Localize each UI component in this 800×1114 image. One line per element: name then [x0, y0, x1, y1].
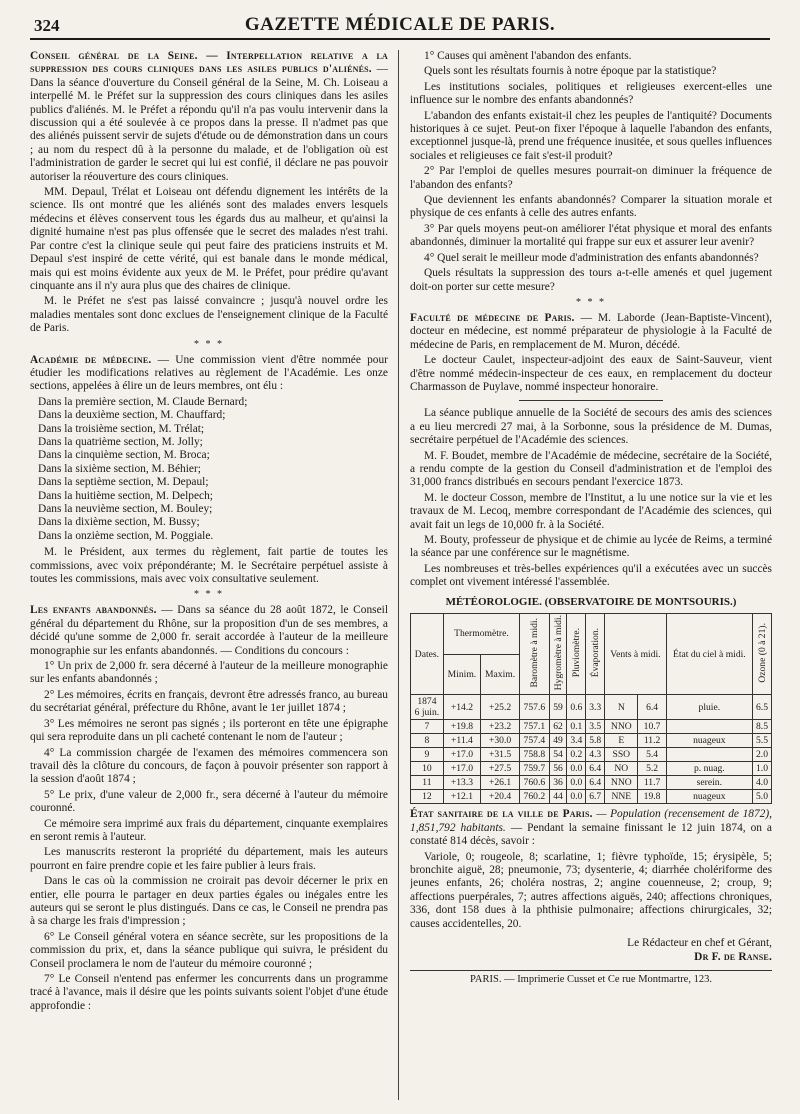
- table-cell: SSO: [605, 748, 638, 762]
- question-item: Les institutions sociales, politiques et religieuses exercent-elles une influence sur le nombre des enfants abandonnés?: [410, 80, 772, 107]
- table-cell: 8: [411, 734, 444, 748]
- societe-paragraph-3: M. le docteur Cosson, membre de l'Institut, a lu une notice sur la vie et les travaux de M. Lecoq, membre correspondant de l'Académie des sciences, qui avait fait un legs de 10,000 fr. à la Société.: [410, 491, 772, 531]
- table-row: [411, 734, 772, 748]
- table-cell: 1874 6 juin.: [411, 695, 444, 720]
- col-header-evaporation: Évaporation.: [586, 614, 605, 695]
- col-header-barometer: Baromètre à midi.: [520, 614, 550, 695]
- sections-list: [30, 396, 388, 543]
- conseil-paragraph-1: — Dans la séance d'ouverture du Conseil général de la Seine, M. Ch. Loiseau a interpellé M. le Préfet sur la suppression des cours cliniques dans les asiles publics d'aliénés. M. le Préfet a répondu qu'il n'a pas voulu intervenir dans la discussion qui a été soulevée à ce propos dans la presse. Il n'admet pas que des aliénés puissent servir de sujets d'étude ou de démonstration dans un cours ; au nom du respect dû à la personne du malade, et de l'obligation où est l'administration de garder le secret qui lui est confié, il déclare ne pas pouvoir autoriser la réouverture des cours cliniques.: [30, 63, 388, 183]
- table-cell: +27.5: [481, 762, 520, 776]
- table-cell: 5.2: [638, 762, 666, 776]
- col-header-sky: État du ciel à midi.: [666, 614, 752, 695]
- enfants-item: Ce mémoire sera imprimé aux frais du département, cinquante exemplaires en seront remis à l'auteur.: [30, 817, 388, 843]
- table-cell: 7: [411, 720, 444, 734]
- table-cell: +25.2: [481, 695, 520, 720]
- divider: [519, 400, 664, 401]
- table-cell: +20.4: [481, 790, 520, 804]
- meteorology-title: MÉTÉOROLOGIE. (OBSERVATOIRE DE MONTSOURIS.): [445, 595, 737, 608]
- table-cell: 11.7: [638, 776, 666, 790]
- page-number: 324: [34, 16, 60, 35]
- academie-heading: Académie de médecine.: [30, 353, 152, 366]
- col-header-pluviometer: Pluviomètre.: [567, 614, 586, 695]
- left-column: [30, 50, 388, 1100]
- table-cell: 3.3: [586, 695, 605, 720]
- societe-paragraph-4: M. Bouty, professeur de physique et de chimie au lycée de Reims, a terminé la séance par une conférence sur le magnétisme.: [410, 534, 772, 560]
- table-cell: +11.4: [443, 734, 480, 748]
- table-cell: 0.6: [567, 695, 586, 720]
- table-cell: 8.5: [753, 720, 772, 734]
- list-item: Dans la quatrième section, M. Jolly;: [38, 435, 203, 448]
- table-cell: NO: [605, 762, 638, 776]
- table-cell: 757.4: [520, 734, 550, 748]
- table-cell: 758.8: [520, 748, 550, 762]
- list-item: Dans la sixième section, M. Béhier;: [38, 462, 201, 475]
- col-header-hygrometer: Hygromètre à midi.: [549, 614, 567, 695]
- list-item: Dans la huitième section, M. Delpech;: [38, 489, 213, 502]
- table-cell: 3.5: [586, 720, 605, 734]
- question-item: 1° Causes qui amènent l'abandon des enfants.: [424, 50, 632, 62]
- enfants-item: 6° Le Conseil général votera en séance secrète, sur les propositions de la commission du prix, et, dans la séance publique qui suivra, le président du Conseil proclamera le nom de l'auteur du mémoire couronné ;: [30, 930, 388, 970]
- table-cell: 12: [411, 790, 444, 804]
- table-cell: +26.1: [481, 776, 520, 790]
- table-cell: NNE: [605, 790, 638, 804]
- list-item: Dans la cinquième section, M. Broca;: [38, 449, 210, 462]
- table-cell: 59: [549, 695, 567, 720]
- right-column: [410, 50, 772, 1100]
- enfants-article: [30, 604, 388, 658]
- table-cell: E: [605, 734, 638, 748]
- societe-paragraph-5: Les nombreuses et très-belles expériences qu'il a exécutées avec un succès complet ont vivement intéressé l'assemblée.: [410, 562, 772, 589]
- faculte-article: [410, 312, 772, 352]
- faculte-heading: Faculté de médecine de Paris.: [410, 311, 575, 324]
- table-cell: 9: [411, 748, 444, 762]
- col-header-thermometer: Thermomètre.: [443, 614, 519, 655]
- col-header-max: Maxim.: [481, 654, 520, 695]
- etat-article: [410, 808, 772, 848]
- table-cell: 5.8: [586, 734, 605, 748]
- table-cell: 11: [411, 776, 444, 790]
- table-cell: 0.0: [567, 762, 586, 776]
- list-item: Dans la neuvième section, M. Bouley;: [38, 503, 213, 515]
- table-row: [411, 720, 772, 734]
- table-row: [411, 762, 772, 776]
- page-header: [30, 14, 770, 40]
- table-cell: 36: [549, 776, 567, 790]
- table-cell: 4.3: [586, 748, 605, 762]
- table-cell: 5.5: [753, 734, 772, 748]
- col-header-dates: Dates.: [411, 614, 444, 695]
- table-row: [411, 695, 772, 720]
- table-cell: 757.1: [520, 720, 550, 734]
- conseil-paragraph-2: MM. Depaul, Trélat et Loiseau ont défendu dignement les intérêts de la science. Ils ont montré que les aliénés sont des malades envers lesquels médecins et élèves conservent tous les égards dus au malheur, et qu'ainsi la dignité humaine n'est pas plus offensée que le secret des malades n'est trahi. Par contre c'est la clinique seule qui peut faire des praticiens instruits et M. Depaul s'est inspiré de cette vérité, qui est banale dans le monde médical, mais qui est moins évidente aux yeux de M. le Préfet, pour prédire qu'avant cinquante ans il n'y aura plus que des chaires de clinique.: [30, 186, 388, 292]
- question-item: Quels résultats la suppression des tours a-t-elle amenés et quel jugement doit-on porter sur cette mesure?: [410, 267, 772, 293]
- table-cell: N: [605, 695, 638, 720]
- col-header-min: Minim.: [443, 654, 480, 695]
- enfants-item: 2° Les mémoires, écrits en français, devront être adressés franco, au bureau du secrétariat général, préfecture du Rhône, avant le 1er juillet 1874 ;: [30, 688, 388, 715]
- table-cell: +17.0: [443, 748, 480, 762]
- academie-paragraph-2: M. le Président, aux termes du règlement, fait partie de toutes les commissions, avec voix prépondérante; M. le Secrétaire perpétuel assiste à toutes les commissions, mais avec voix consultative seulement.: [30, 546, 388, 586]
- table-cell: 10: [411, 762, 444, 776]
- question-item: 2° Par l'emploi de quelles mesures pourrait-on diminuer la fréquence de l'abandon des enfants?: [410, 165, 772, 191]
- list-item: Dans la première section, M. Claude Bernard;: [38, 395, 248, 408]
- table-cell: 760.6: [520, 776, 550, 790]
- enfants-item: 4° La commission chargée de l'examen des mémoires commencera son travail dès la clôture du concours, de façon à pouvoir présenter son rapport à la session d'août 1874 ;: [30, 746, 388, 786]
- academie-paragraph-1: — Une commission vient d'être nommée pour étudier les modifications relatives au règlement de l'Académie. Les onze sections, appelées à élire un de leurs membres, ont élu :: [30, 353, 388, 393]
- table-cell: 5.4: [638, 748, 666, 762]
- table-cell: 6.4: [638, 695, 666, 720]
- table-row: [411, 790, 772, 804]
- academie-article: [30, 354, 388, 394]
- table-cell: 5.0: [753, 790, 772, 804]
- table-cell: 49: [549, 734, 567, 748]
- table-cell: NNO: [605, 776, 638, 790]
- signature-title: Le Rédacteur en chef et Gérant,: [627, 937, 772, 950]
- table-cell: 757.6: [520, 695, 550, 720]
- table-cell: p. nuag.: [666, 762, 752, 776]
- societe-paragraph-2: M. F. Boudet, membre de l'Académie de médecine, secrétaire de la Société, a rendu compte de la gestion du Conseil d'administration et de l'emploi des 31,000 francs distribués en secours pendant l'exercice 1873.: [410, 449, 772, 489]
- table-cell: 6.4: [586, 762, 605, 776]
- masthead-title: GAZETTE MÉDICALE DE PARIS.: [244, 14, 556, 35]
- enfants-heading: Les enfants abandonnés.: [30, 604, 157, 617]
- column-divider: [398, 50, 399, 1100]
- section-separator: * * *: [194, 589, 224, 601]
- table-cell: 6.4: [586, 776, 605, 790]
- table-cell: 11.2: [638, 734, 666, 748]
- enfants-item: 7° Le Conseil n'entend pas enfermer les concurrents dans un programme tracé à l'avance, mais il désire que les points suivants soient l'objet d'une étude approfondie :: [30, 973, 388, 1012]
- table-cell: 54: [549, 748, 567, 762]
- enfants-paragraph-1: — Dans sa séance du 28 août 1872, le Conseil général du département du Rhône, sur la proposition d'un de ses membres, a décidé qu'une somme de 2,000 fr. serait accordée à l'auteur de la meilleure monographie sur les enfants abandonnés. — Conditions du concours :: [30, 604, 388, 657]
- meteorology-table: [410, 613, 772, 804]
- table-cell: +23.2: [481, 720, 520, 734]
- table-cell: 10.7: [638, 720, 666, 734]
- table-cell: 1.0: [753, 762, 772, 776]
- signature-block: [410, 937, 772, 964]
- conseil-heading: Conseil général de la Seine. — Interpellation relative a la suppression des cours cliniques dans les asiles publics d'aliénés.: [30, 50, 388, 76]
- table-cell: pluie.: [666, 695, 752, 720]
- table-cell: 62: [549, 720, 567, 734]
- table-cell: [666, 748, 752, 762]
- enfants-item: Les manuscrits resteront la propriété du département, mais les auteurs pourront en faire prendre copie et les faire publier à leurs frais.: [30, 846, 388, 872]
- table-row: [411, 776, 772, 790]
- table-cell: 6.7: [586, 790, 605, 804]
- table-cell: 4.0: [753, 776, 772, 790]
- faculte-paragraph-2: Le docteur Caulet, inspecteur-adjoint des eaux de Saint-Sauveur, vient d'être nommé médecin-inspecteur de ces eaux, en remplacement du docteur Charmasson de Puylave, nommé inspecteur honoraire.: [410, 354, 772, 393]
- etat-population: — Population (recensement de 1872), 1,851,792 habitants.: [410, 808, 772, 834]
- table-cell: [666, 720, 752, 734]
- table-cell: 6.5: [753, 695, 772, 720]
- conseil-article: [30, 50, 388, 184]
- list-item: Dans la troisième section, M. Trélat;: [38, 422, 205, 435]
- table-cell: +13.3: [443, 776, 480, 790]
- table-cell: 19.8: [638, 790, 666, 804]
- table-cell: +30.0: [481, 734, 520, 748]
- signature-name: Dr F. de Ranse.: [694, 950, 772, 963]
- table-cell: +12.1: [443, 790, 480, 804]
- table-cell: 0.0: [567, 790, 586, 804]
- table-cell: 0.0: [567, 776, 586, 790]
- table-cell: 3.4: [567, 734, 586, 748]
- col-header-ozone: Ozone (0 à 21).: [753, 614, 772, 695]
- enfants-item: Dans le cas où la commission ne croirait pas devoir décerner le prix en entier, elle pourra le partager en deux parties égales ou inégales entre les auteurs qui se seront le plus distingués. Dans ce cas, le Conseil ne prendra pas à sa charge les frais d'impression ;: [30, 875, 388, 928]
- conseil-paragraph-3: M. le Préfet ne s'est pas laissé convaincre ; jusqu'à nouvel ordre les maladies mentales sont donc exclues de l'enseignement clinique de la Faculté de Paris.: [30, 295, 388, 335]
- col-header-winds: Vents à midi.: [605, 614, 667, 695]
- table-cell: 44: [549, 790, 567, 804]
- etat-paragraph-1: — Pendant la semaine finissant le 12 juin 1874, on a constaté 814 décès, savoir :: [410, 821, 772, 848]
- etat-heading: État sanitaire de la ville de Paris.: [410, 808, 593, 821]
- table-cell: NNO: [605, 720, 638, 734]
- etat-paragraph-2: Variole, 0; rougeole, 8; scarlatine, 1; fièvre typhoïde, 15; érysipèle, 5; bronchite aiguë, 28; pneumonie, 73; dysenterie, 4; diarrhée cholériforme des jeunes enfants, 26; choléra nostras, 2; angine couenneuse, 2; croup, 9; affections puerpérales, 7; autres affections aiguës, 240; affections chroniques, 336, dont 158 dues à la phthisie pulmonaire; affections chirurgicales, 32; causes accidentelles, 20.: [410, 850, 772, 930]
- table-cell: +17.0: [443, 762, 480, 776]
- question-item: Que deviennent les enfants abandonnés? Comparer la situation morale et physique de ces enfants à celle des autres enfants.: [410, 194, 772, 220]
- section-separator: * * *: [194, 338, 224, 350]
- table-cell: 0.2: [567, 748, 586, 762]
- enfants-item: 5° Le prix, d'une valeur de 2,000 fr., sera décerné à l'auteur du mémoire couronné.: [30, 788, 388, 815]
- table-cell: +31.5: [481, 748, 520, 762]
- question-item: 3° Par quels moyens peut-on améliorer l'état physique et moral des enfants abandonnés, diminuer la mortalité qui frappe sur eux et assurer leur avenir?: [410, 222, 772, 249]
- list-item: Dans la dixième section, M. Bussy;: [38, 516, 200, 529]
- enfants-item: 1° Un prix de 2,000 fr. sera décerné à l'auteur de la meilleure monographie sur les enfants abandonnés ;: [30, 660, 388, 686]
- table-cell: 759.7: [520, 762, 550, 776]
- list-item: Dans la deuxième section, M. Chauffard;: [38, 409, 226, 422]
- section-separator: * * *: [576, 296, 606, 308]
- table-row: [411, 748, 772, 762]
- table-cell: nuageux: [666, 734, 752, 748]
- table-cell: serein.: [666, 776, 752, 790]
- table-cell: 0.1: [567, 720, 586, 734]
- enfants-item: 3° Les mémoires ne seront pas signés ; ils porteront en tête une épigraphe qui sera reproduite dans un pli cacheté contenant le nom de l'auteur ;: [30, 717, 388, 744]
- list-item: Dans la onzième section, M. Poggiale.: [38, 529, 214, 542]
- question-item: L'abandon des enfants existait-il chez les peuples de l'antiquité? Documents historiques à ce sujet. Peut-on fixer l'époque à laquelle l'abandon des enfants, exceptionnel jusque-là, prend une fréquence inusitée, et sous quelles influences sociales et religieuses ce fait s'est-il produit?: [410, 109, 772, 162]
- faculte-paragraph-1: — M. Laborde (Jean-Baptiste-Vincent), docteur en médecine, est nommé préparateur de physiologie à la Faculté de médecine de Paris, en remplacement de M. Muron, décédé.: [410, 311, 772, 351]
- table-cell: +19.8: [443, 720, 480, 734]
- question-item: Quels sont les résultats fournis à notre époque par la statistique?: [424, 65, 717, 78]
- list-item: Dans la septième section, M. Depaul;: [38, 476, 209, 489]
- table-cell: 760.2: [520, 790, 550, 804]
- societe-paragraph-1: La séance publique annuelle de la Société de secours des amis des sciences a eu lieu mercredi 27 mai, à la Sorbonne, sous la présidence de M. Dumas, secrétaire perpétuel de l'Académie des sciences.: [410, 407, 772, 447]
- question-item: 4° Quel serait le meilleur mode d'administration des enfants abandonnés?: [424, 251, 759, 264]
- printer-line: PARIS. — Imprimerie Cusset et Ce rue Montmartre, 123.: [410, 970, 772, 986]
- meteorology-table-body: [411, 695, 772, 804]
- table-cell: 56: [549, 762, 567, 776]
- table-cell: +14.2: [443, 695, 480, 720]
- table-cell: 2.0: [753, 748, 772, 762]
- table-cell: nuageux: [666, 790, 752, 804]
